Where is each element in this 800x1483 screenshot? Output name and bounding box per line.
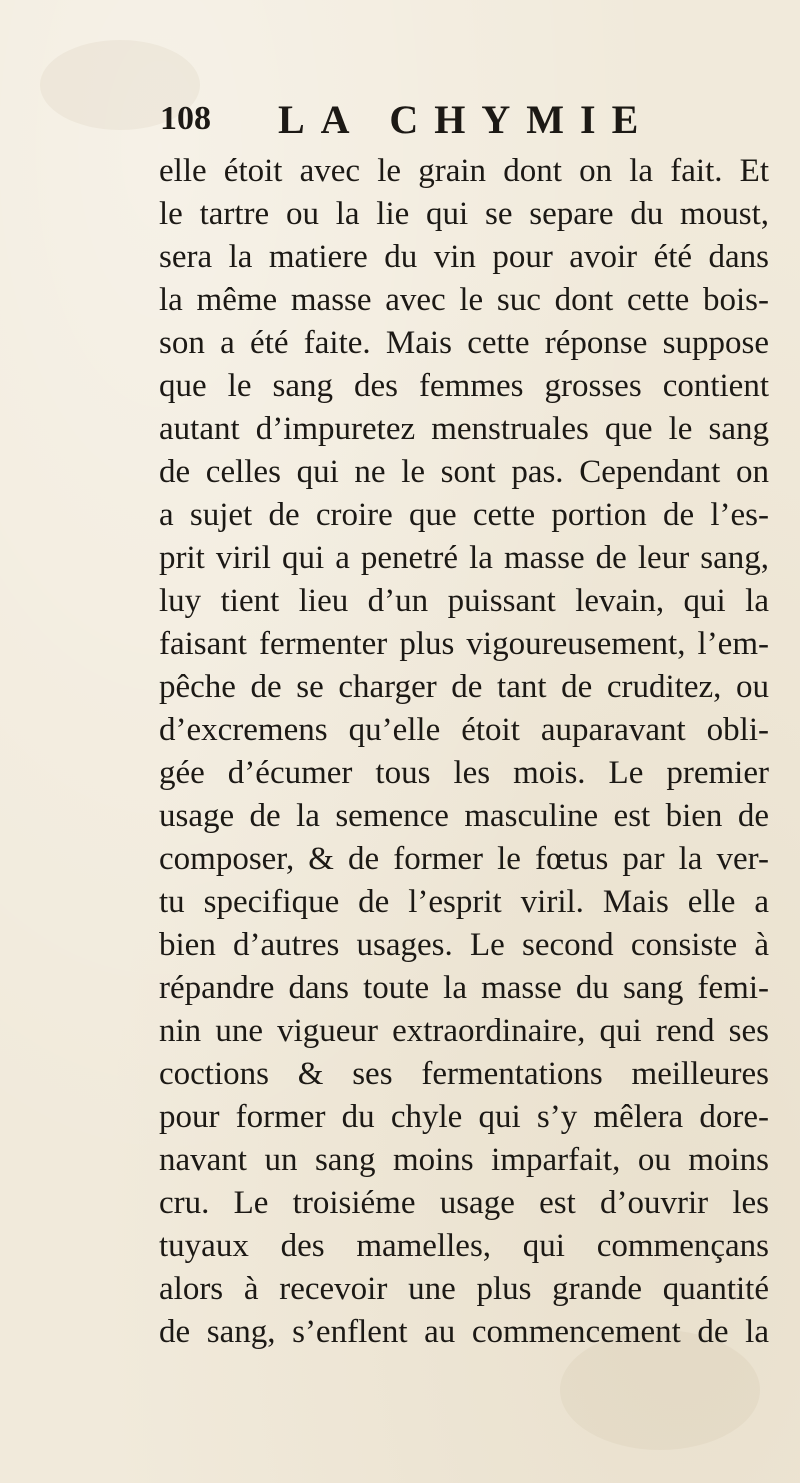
text-line: son a été faite. Mais cette réponse suppose — [159, 325, 769, 361]
text-line: navant un sang moins imparfait, ou moins — [159, 1142, 769, 1178]
text-line: nin une vigueur extraordinaire, qui rend ses — [159, 1013, 769, 1049]
text-line: que le sang des femmes grosses contient — [159, 368, 769, 404]
text-line: tuyaux des mamelles, qui commençans — [159, 1228, 769, 1264]
text-line: coctions & ses fermentations meilleures — [159, 1056, 769, 1092]
running-head — [160, 96, 700, 146]
text-line: autant d’impuretez menstruales que le sang — [159, 411, 769, 447]
text-line: pour former du chyle qui s’y mêlera dore- — [159, 1099, 769, 1135]
text-line: faisant fermenter plus vigoureusement, l’em- — [159, 626, 769, 662]
text-line: la même masse avec le suc dont cette bois- — [159, 282, 769, 318]
text-line: prit viril qui a penetré la masse de leur sang, — [159, 540, 769, 576]
text-line: sera la matiere du vin pour avoir été dans — [159, 239, 769, 275]
text-line: bien d’autres usages. Le second consiste à — [159, 927, 769, 963]
text-line: composer, & de former le fœtus par la ver- — [159, 841, 769, 877]
text-line: d’excremens qu’elle étoit auparavant obli- — [159, 712, 769, 748]
text-line: tu specifique de l’esprit viril. Mais elle a — [159, 884, 769, 920]
running-title: LA CHYMIE — [278, 97, 655, 142]
text-line: cru. Le troisiéme usage est d’ouvrir les — [159, 1185, 769, 1221]
text-line: a sujet de croire que cette portion de l’es- — [159, 497, 769, 533]
body-text — [159, 150, 769, 1354]
text-line: de sang, s’enflent au commencement de la — [159, 1314, 769, 1350]
text-line: alors à recevoir une plus grande quantité — [159, 1271, 769, 1307]
text-line: le tartre ou la lie qui se separe du moust, — [159, 196, 769, 232]
text-line: de celles qui ne le sont pas. Cependant on — [159, 454, 769, 490]
text-line: gée d’écumer tous les mois. Le premier — [159, 755, 769, 791]
text-line: luy tient lieu d’un puissant levain, qui la — [159, 583, 769, 619]
page-number: 108 — [160, 100, 211, 137]
text-line: pêche de se charger de tant de cruditez, ou — [159, 669, 769, 705]
text-line: répandre dans toute la masse du sang femi- — [159, 970, 769, 1006]
text-line: elle étoit avec le grain dont on la fait. Et — [159, 153, 769, 189]
text-line: usage de la semence masculine est bien de — [159, 798, 769, 834]
